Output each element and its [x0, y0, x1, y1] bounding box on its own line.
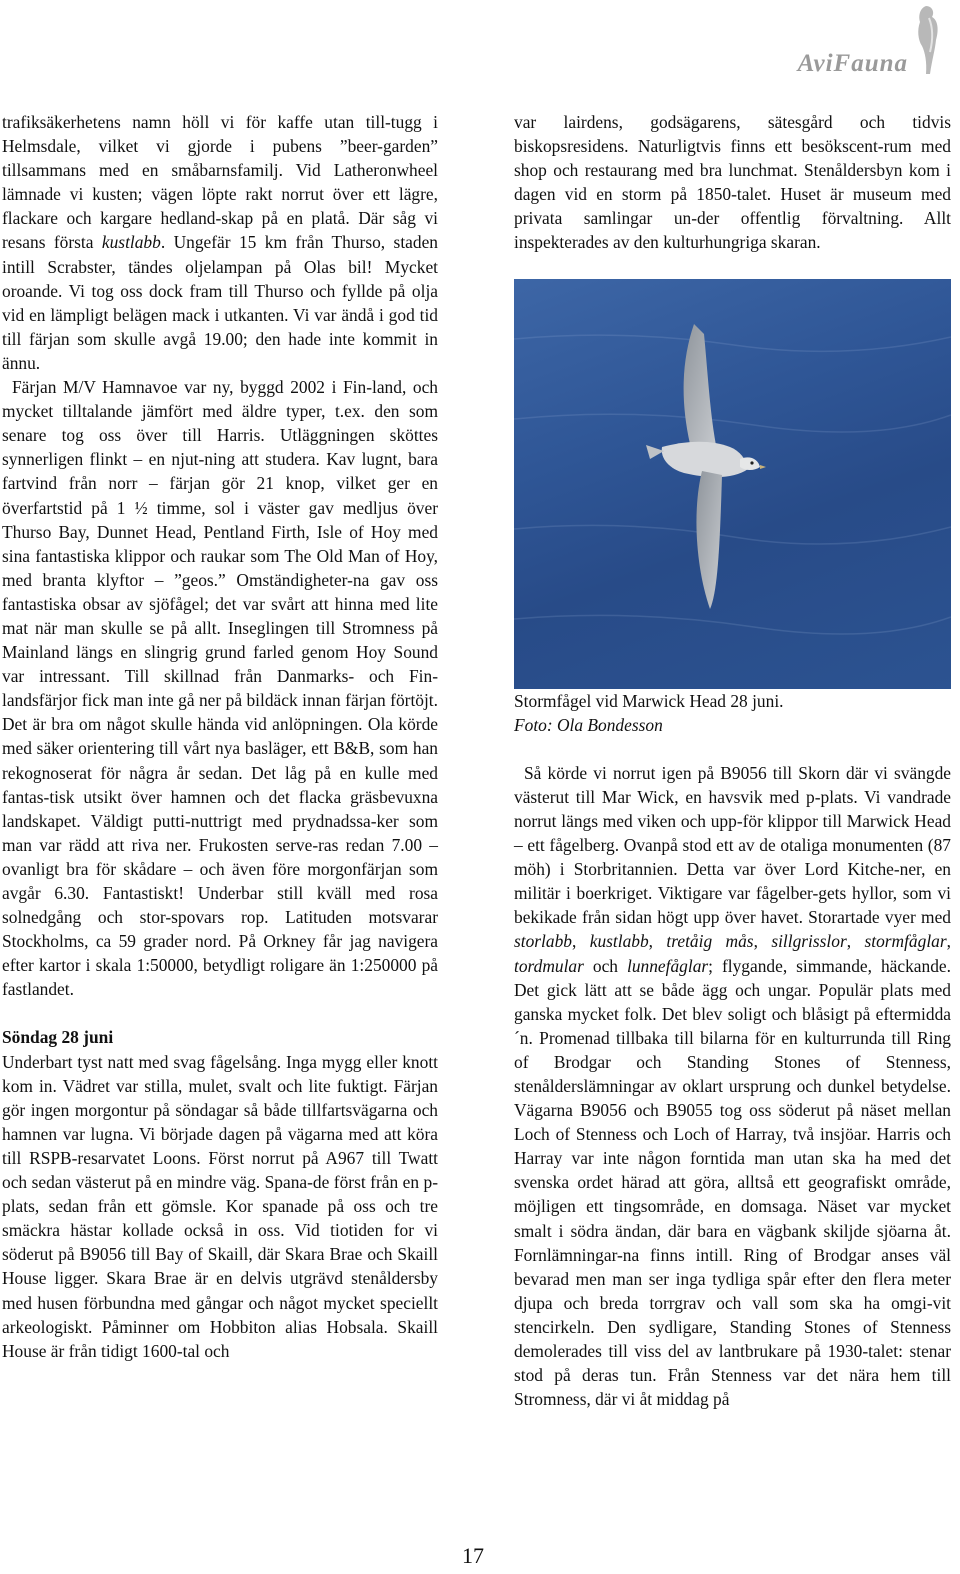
- photo-credit: Foto: Ola Bondesson: [514, 714, 663, 735]
- bird-silhouette-icon: [908, 4, 942, 76]
- left-column: [2, 110, 438, 1363]
- avifauna-logo: [748, 4, 948, 78]
- paragraph: Färjan M/V Hamnavoe var ny, byggd 2002 i Fin-land, och mycket tilltalande jämfört med äldre typer, t.ex. den som senare tog oss över till Harris. Utläggningen sköttes synnerligen flinkt – en njut-ning att studera. Kav lugnt, bara fartvind från norr – färjan gör 21 knop, vilket ger en överfartstid på 1 ½ timme, sol i väster gav medljus över Thurso Bay, Dunnet Head, Pentland Firth, Isle of Hoy med sina fantastiska klippor och raukar som The Old Man of Hoy, med branta klyftor – ”geos.” Omständigheter-na gav oss fantastiska obsar av sjöfågel; det var svårt att hinna med lite mat när man skulle se på allt. Inseglingen till Stromness på Mainland längs en slingrig grund farled genom Hoy Sound var intressant. Till skillnad från Danmarks- och Fin-landsfärjor fick man inte gå ner på bildäck innan färjan förtöjt. Det är bra om något skulle hända vid anlöpningen. Ola körde med säker orientering till vårt nya basläger, ett B&B, som han rekognoserat för några år sedan. Det låg på en kulle med fantas-tisk utsikt över hamnen och det flacka gräsbevuxna landskapet. Väldigt putti-nuttrigt med prydnadssa-ker som man var rädd att riva ner. Frukosten serve-ras redan 7.00 – ovanligt bra för skådare – och även före morgonfärjan som avgår 6.30. Fantastiskt! Underbar still kväll med rosa solnedgång och stor-spovars rop. Latituden motsvarar Stockholms, ca 59 grader nord. På Orkney får jag navigera efter kartor i skala 1:50000, betydligt roligare än 1:250000 på fastlandet.: [2, 377, 438, 1000]
- fulmar-bird-illustration: [514, 279, 951, 689]
- fulmar-photo: [514, 279, 951, 689]
- paragraph: trafiksäkerhetens namn höll vi för kaffe utan till-tugg i Helmsdale, vilket vi gjorde i pubens ”beer-garden” tillsammans med en småbarnsfamilj. Vid Latheronwheel lämnade vi kusten; vägen löpte rakt norrut över ett lägre, flackare och kargare hedland-skap på en platå. Där såg vi resans första kustlabb. Ungefär 15 km från Thurso, staden intill Scrabster, tändes oljelampan på Olas bil! Mycket oroande. Vi tog oss dock fram till Thurso och fyllde på olja vid en lämpligt belägen mack i utkanten. Vi var ändå i god tid till färjan som skulle avgå 19.00; den hade inte kommit in ännu.: [2, 112, 438, 373]
- section-heading: Söndag 28 juni: [2, 1027, 114, 1048]
- paragraph: Underbart tyst natt med svag fågelsång. Inga mygg eller knott kom in. Vädret var stilla, mulet, svalt och lite fuktigt. Färjan gör ingen morgontur på söndagar så både tillfartsvägarna och hamnen var lugna. Vi började dagen på vägarna med att köra till RSPB-resarvatet Loons. Först norrut på A967 till Twatt och sedan västerut på en mindre väg. Spana-de först från en p-plats, sedan från ett gömsle. Kor spanade på oss och tre smäckra hästar kollade också in oss. Vid tiotiden for vi söderut på B9056 till Bay of Skaill, där Skara Brae och Skaill House ligger. Skara Brae är en delvis utgrävd stenåldersby med husen förbundna med gångar och något mycket speciellt arkeologiskt. Påminner om Hobbiton alias Hobsala. Skaill House är från tidigt 1600-tal och: [2, 1051, 438, 1361]
- paragraph: var lairdens, godsägarens, sätesgård och tidvis biskopsresidens. Naturligtvis finns ett besökscent-rum med shop och restaurang med bra lunchmat. Stenåldersbyn kom i dagen vid en storm på 1850-talet. Huset är museum med privata samlingar un-der offentlig förvaltning. Allt inspekterades av den kulturhungriga skaran.: [514, 112, 951, 253]
- page-number: 17: [462, 1543, 484, 1568]
- photo-caption: Stormfågel vid Marwick Head 28 juni.: [514, 690, 784, 711]
- right-column: [514, 110, 951, 1411]
- paragraph: Så körde vi norrut igen på B9056 till Skorn där vi svängde västerut till Mar Wick, en havsvik med p-plats. Vi vandrade norrut längs med viken och upp-för klippor till Marwick Head – ett fågelberg. Ovanpå stod ett av de otaliga monumenten (87 möh) i Storbritannien. Detta var över Lord Kitche-ner, en militär i boerkriget. Viktigare var fågelber-gets hyllor, som vi bekikade från sidan högt upp över havet. Storartade vyer med storlabb, kustlabb, tretåig mås, sillgrisslor, stormfåglar, tordmular och lunnefåglar; flygande, simmande, häckande. Det gick lätt att se både ägg och ungar. Populär plats med ganska mycket folk. Det blev soligt och blåsigt på eftermidda´n. Promenad tillbaka till bilarna för en kulturrunda till Ring of Brodgar och Standing Stones of Stenness, stenålderslämningar av oklart ursprung och dunkel betydelse. Vägarna B9056 och B9055 tog oss söderut på näset mellan Loch of Stenness och Loch of Harray, två insjöar. Harris och Harray var inte någon forntida man utan ska ha med det svenska ordet härad att göra, alltså ett geografiskt område, möjligen ett tingsområde, en domsaga. Näset var mycket smalt i södra ändan, där bara en vägbank skiljde sjöarna åt. Fornlämningar-na finns intill. Ring of Brodgar anses väl bevarad men man ser inga tydliga spår efter den flera meter djupa och breda torrgrav och vall som ska ha omgi-vit stencirkeln. Den sydligare, Standing Stones of Stenness demolerades till viss del av lantbrukare på 1930-talet: stenar stod på deras tun. Från Stenness var det nära hem till Stromness, där vi åt middag på: [514, 762, 951, 1410]
- logo-text: AviFauna: [797, 50, 908, 77]
